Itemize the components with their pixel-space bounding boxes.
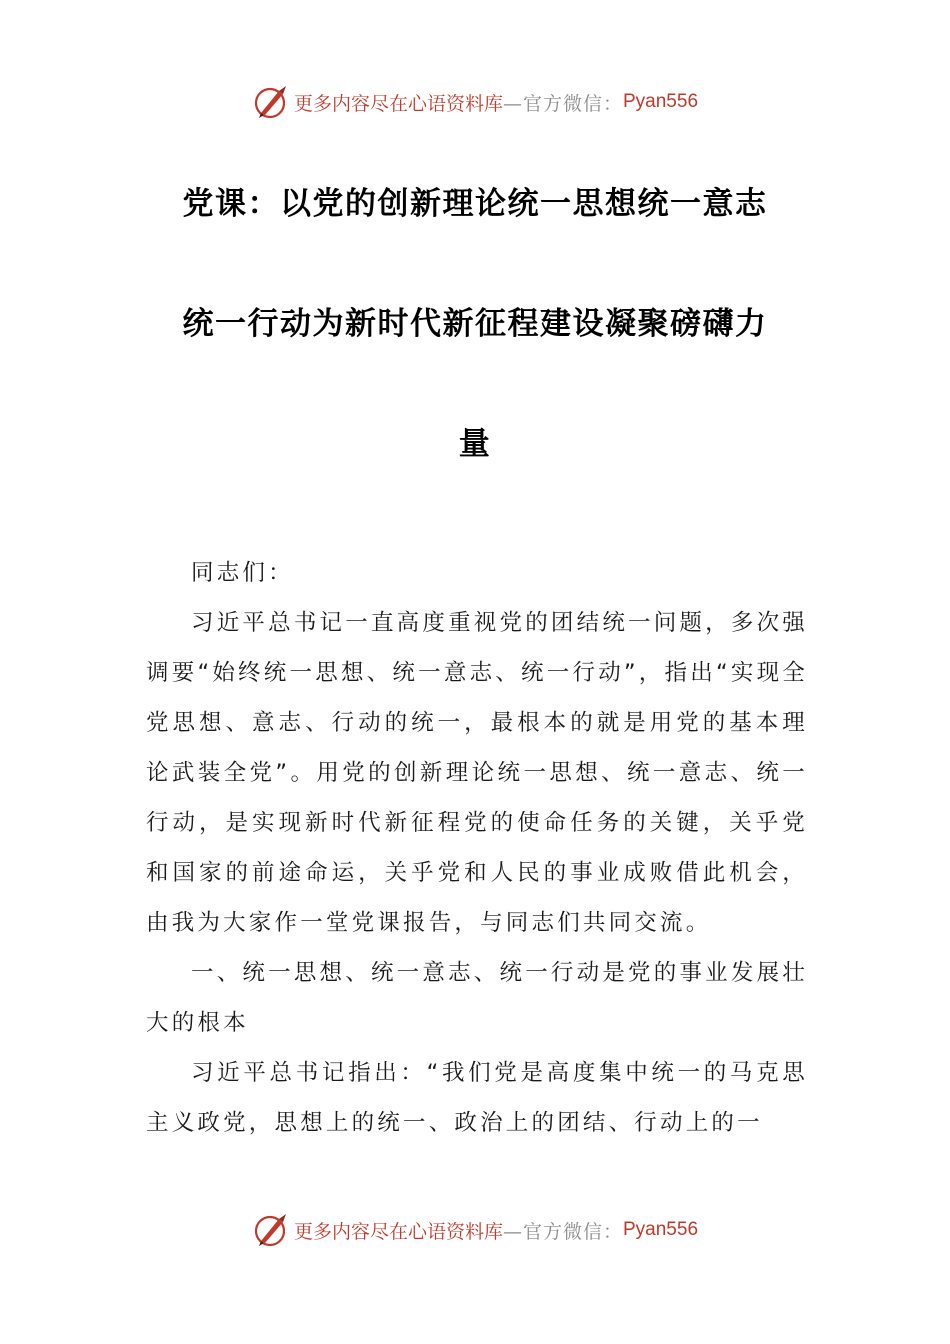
- greeting-block: [146, 548, 808, 598]
- document-title-line-1: 党课：以党的创新理论统一思想统一意志: [182, 186, 768, 222]
- header-watermark-banner: [0, 82, 950, 122]
- document-title-line-2: 统一行动为新时代新征程建设凝聚磅礴力: [182, 306, 768, 342]
- document-title-line-3: 量: [458, 426, 492, 462]
- wechat-id: Pyan556: [623, 1219, 699, 1240]
- wechat-id: Pyan556: [623, 91, 699, 112]
- promo-text: 更多内容尽在心语资料库: [293, 1220, 503, 1243]
- paragraph-intro: 习近平总书记一直高度重视党的团结统一问题，多次强调要“始终统一思想、统一意志、统一行动”，指出“实现全党思想、意志、行动的统一，最根本的就是用党的基本理论武装全党”。用党的创新理论统一思想、统一意志、统一行动，是实现新时代新征程党的使命任务的关键，关乎党和国家的前途命运，关乎党和人民的事业成败借此机会，由我为大家作一堂党课报告，与同志们共同交流。: [146, 610, 808, 936]
- quill-pen-icon: [252, 1211, 290, 1249]
- wechat-label: —官方微信：: [502, 92, 623, 115]
- greeting-text: 同志们：: [191, 560, 294, 586]
- wechat-label: —官方微信：: [502, 1220, 623, 1243]
- section-heading-1: 一、统一思想、统一意志、统一行动是党的事业发展壮大的根本: [146, 960, 808, 1036]
- body-paragraphs: [146, 598, 808, 1148]
- promo-text: 更多内容尽在心语资料库: [293, 92, 503, 115]
- footer-watermark-banner: [0, 1210, 950, 1250]
- quill-pen-icon: [252, 83, 290, 121]
- paragraph-quote: 习近平总书记指出：“我们党是高度集中统一的马克思主义政党，思想上的统一、政治上的团结、行动上的一: [146, 1060, 808, 1136]
